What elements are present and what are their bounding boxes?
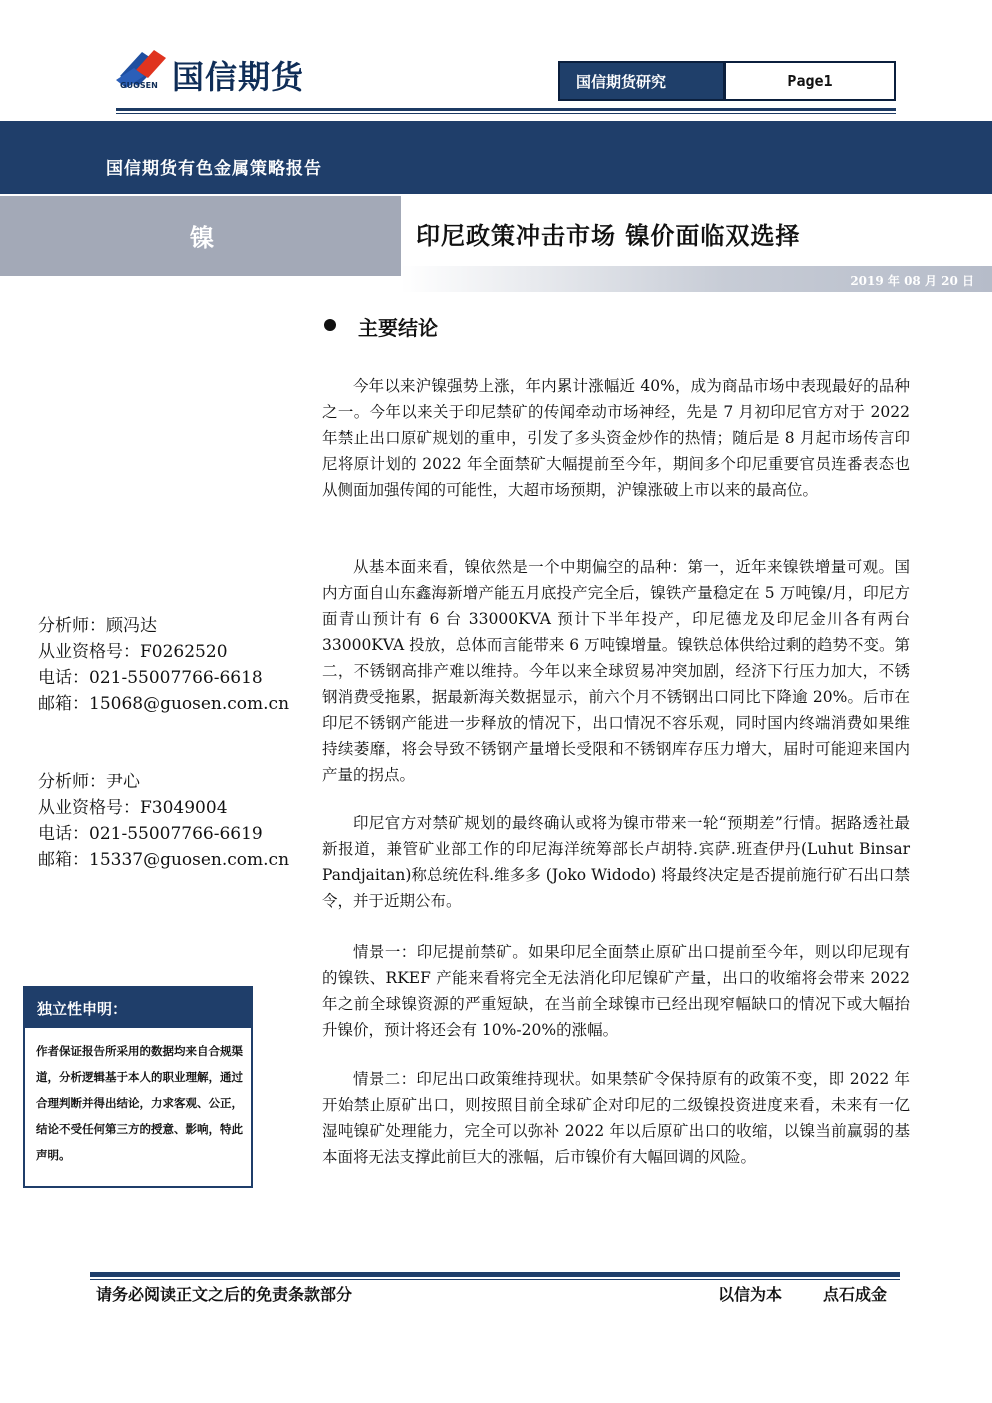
paragraph-3	[322, 810, 910, 914]
page-title: 印尼政策冲击市场 镍价面临双选择	[416, 221, 801, 250]
paragraph-text: 今年以来沪镍强势上涨，年内累计涨幅近 40%，成为商品市场中表现最好的品种之一。今年以来关于印尼禁矿的传闻牵动市场神经，先是 7 月初印尼官方对于 2022 年禁止出口原矿规划的重申，引发了多头资金炒作的热情；随后是 8 月起市场传言印尼将原计划的 2022 年全面禁矿大幅提前至今年，期间多个印尼重要官员连番表态也从侧面加强传闻的可能性，大超市场预期，沪镍涨破上市以来的最高位。	[322, 377, 910, 499]
analyst-card-2	[38, 769, 289, 873]
logo-text: 国信期货	[172, 58, 305, 96]
footer-divider-thin	[90, 1279, 900, 1280]
paragraph-text: 情景二：印尼出口政策维持现状。如果禁矿令保持原有的政策不变，即 2022 年开始禁止原矿出口，则按照目前全球矿企对印尼的二级镍投资进度来看，未来有一亿湿吨镍矿处理能力，完全可以弥补 2022 年以后原矿出口的收缩，以镍当前赢弱的基本面将无法支撑此前巨大的涨幅，后市镍价有大幅回调的风险。	[322, 1070, 910, 1166]
metal-label: 镍	[190, 223, 214, 252]
disclaimer-note: 请务必阅读正文之后的免责条款部分	[96, 1285, 353, 1304]
report-type: 国信期货有色金属策略报告	[106, 159, 322, 179]
page-label: Page1	[787, 72, 833, 90]
analyst-license: 从业资格号：F0262520	[38, 642, 228, 662]
paragraph-5	[322, 1066, 910, 1170]
independence-text: 作者保证报告所采用的数据均来自合规渠道，分析逻辑基于本人的职业理解，通过合理判断并得出结论，力求客观、公正，结论不受任何第三方的授意、影响，特此声明。	[36, 1044, 243, 1162]
slogan-1: 以信为本	[718, 1285, 783, 1304]
paragraph-text: 从基本面来看，镍依然是一个中期偏空的品种：第一，近年来镍铁增量可观。国内方面自山东鑫海新增产能五月底投产完全后，镍铁产量稳定在 5 万吨镍/月，印尼方面青山预计有 6 台 33000KVA 预计下半年投产，印尼德龙及印尼金川各有两台 33000KVA 投放，总体而言能带来 6 万吨镍增量。镍铁总体供给过剩的趋势不变。第二，不锈钢高排产难以维持。今年以来全球贸易冲突加剧，经济下行压力加大，不锈钢消费受拖累，据最新海关数据显示，前六个月不锈钢出口同比下降逾 20%。后市在印尼不锈钢产能进一步释放的情况下，出口情况不容乐观，同时国内终端消费如果维持续萎靡，将会导致不锈钢产量增长受限和不锈钢库存压力增大，届时可能迎来国内产量的拐点。	[322, 558, 910, 784]
analyst-email: 邮箱：15068@guosen.com.cn	[38, 694, 290, 714]
analyst-phone: 电话：021-55007766-6618	[38, 668, 263, 688]
report-date: 2019 年 08 月 20 日	[850, 274, 974, 288]
paragraph-text: 情景一：印尼提前禁矿。如果印尼全面禁止原矿出口提前至今年，则以印尼现有的镍铁、RKEF 产能来看将完全无法消化印尼镍矿产量，出口的收缩将会带来 2022 年之前全球镍资源的严重短缺，在当前全球镍市已经出现窄幅缺口的情况下或大幅抬升镍价，预计将还会有 10%-20%的涨幅。	[322, 943, 910, 1039]
header-divider-thin	[116, 113, 896, 114]
bullet-icon	[324, 319, 336, 331]
logo-subtext: GUOSEN	[120, 81, 158, 90]
independence-title: 独立性申明：	[25, 988, 251, 1028]
slogan-2: 点石成金	[823, 1285, 888, 1304]
paragraph-text: 印尼官方对禁矿规划的最终确认或将为镍市带来一轮“预期差”行情。据路透社最新报道，兼管矿业部工作的印尼海洋统筹部长卢胡特.宾萨.班查伊丹(Luhut Binsar Pandjaitan)称总统佐科.维多多 (Joko Widodo) 将最终决定是否提前施行矿石出口禁令，并于近期公布。	[322, 814, 910, 910]
paragraph-2	[322, 554, 910, 788]
department-label: 国信期货研究	[560, 63, 726, 99]
header-divider	[116, 108, 896, 111]
analyst-phone: 电话：021-55007766-6619	[38, 824, 263, 844]
paragraph-1	[322, 373, 910, 503]
paragraph-4	[322, 939, 910, 1043]
footer-divider	[90, 1272, 900, 1277]
section-heading: 主要结论	[358, 316, 438, 340]
analyst-card-1	[38, 613, 289, 717]
header-box	[558, 61, 896, 101]
analyst-license: 从业资格号：F3049004	[38, 798, 228, 818]
analyst-name: 分析师：顾冯达	[38, 616, 157, 636]
analyst-name: 分析师：尹心	[38, 772, 140, 792]
analyst-email: 邮箱：15337@guosen.com.cn	[38, 850, 290, 870]
